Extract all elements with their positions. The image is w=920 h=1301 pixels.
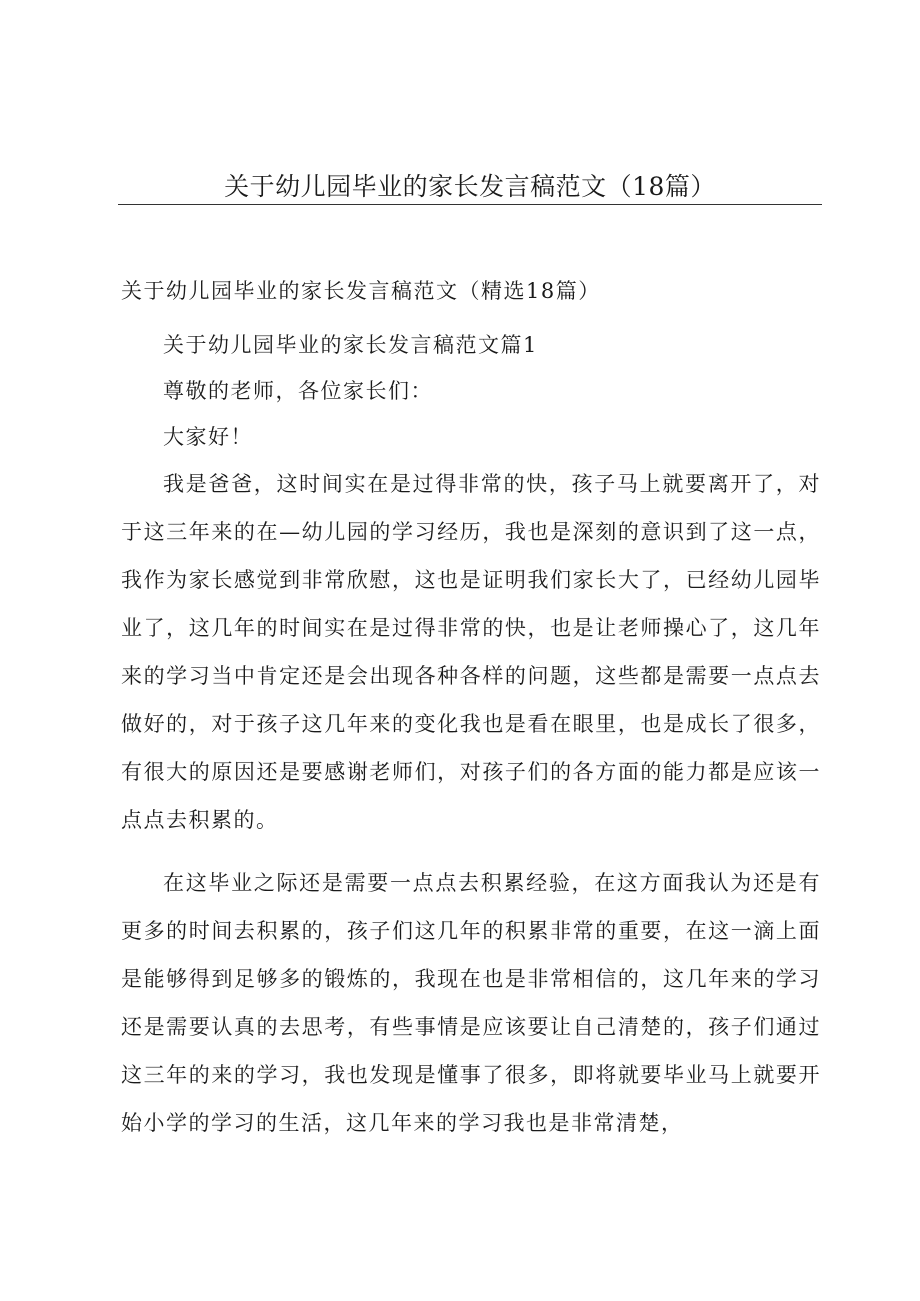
paragraph-2: 在这毕业之际还是需要一点点去积累经验，在这方面我认为还是有更多的时间去积累的，孩子们这几年的积累非常的重要，在这一滴上面是能够得到足够多的锻炼的，我现在也是非常相信的，这几年来的学习还是需要认真的去思考，有些事情是应该要让自己清楚的，孩子们通过这三年的来的学习，我也发现是懂事了很多，即将就要毕业马上就要开始小学的学习的生活，这几年来的学习我也是非常清楚， xyxy=(121,871,821,1135)
greeting: 大家好！ xyxy=(163,425,253,449)
paragraph-1: 我是爸爸，这时间实在是过得非常的快，孩子马上就要离开了，对于这三年来的在—幼儿园的学习经历，我也是深刻的意识到了这一点，我作为家长感觉到非常欣慰，这也是证明我们家长大了，已经幼儿园毕业了，这几年的时间实在是过得非常的快，也是让老师操心了，这几年来的学习当中肯定还是会出现各种各样的问题，这些都是需要一点点去做好的，对于孩子这几年来的变化我也是看在眼里，也是成长了很多，有很大的原因还是要感谢老师们，对孩子们的各方面的能力都是应该一点点去积累的。 xyxy=(121,472,821,832)
document-title: 关于幼儿园毕业的家长发言稿范文（18篇） xyxy=(224,172,716,201)
salutation: 尊敬的老师，各位家长们： xyxy=(163,379,433,403)
document-body xyxy=(121,322,821,1147)
document-subtitle: 关于幼儿园毕业的家长发言稿范文（精选18篇） xyxy=(121,279,601,303)
paragraph-gap xyxy=(121,844,821,859)
title-underline xyxy=(118,204,822,205)
section-heading: 关于幼儿园毕业的家长发言稿范文篇1 xyxy=(163,333,538,357)
